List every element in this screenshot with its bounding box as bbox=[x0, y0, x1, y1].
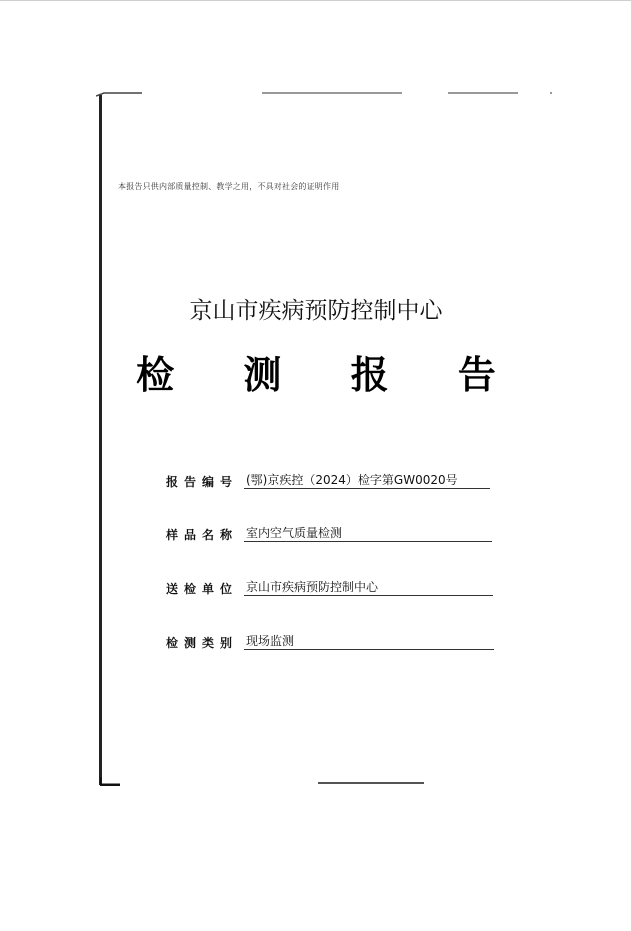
field-underline bbox=[244, 649, 494, 650]
bottom-scan-line bbox=[318, 782, 424, 784]
field-underline bbox=[244, 541, 492, 542]
corner-mark-top-left bbox=[96, 92, 142, 97]
top-scan-line bbox=[262, 92, 402, 94]
corner-mark-bottom-left bbox=[100, 777, 120, 786]
field-value: (鄂)京疾控（2024）检字第GW0020号 bbox=[246, 473, 458, 487]
top-scan-line bbox=[448, 92, 518, 94]
page-edge-top bbox=[0, 0, 632, 1]
field-value: 室内空气质量检测 bbox=[246, 526, 343, 540]
field-label: 检测类别 bbox=[166, 636, 239, 650]
field-label: 报告编号 bbox=[166, 475, 239, 489]
field-label: 样品名称 bbox=[166, 528, 239, 542]
field-value: 现场监测 bbox=[246, 634, 295, 648]
organization-label: 京山市疾病预防控制中心 bbox=[189, 298, 443, 324]
left-binding-line bbox=[99, 95, 102, 785]
field-underline bbox=[244, 488, 490, 489]
disclaimer-text: 本报告只供内部质量控制、教学之用，不具对社会的证明作用 bbox=[118, 182, 340, 191]
report-title bbox=[0, 344, 632, 399]
report-title-text: 检 测 报 告 bbox=[136, 353, 524, 397]
organization-name bbox=[0, 292, 632, 325]
field-value: 京山市疾病预防控制中心 bbox=[246, 580, 379, 594]
field-label: 送检单位 bbox=[166, 582, 239, 596]
scan-speck bbox=[550, 92, 552, 94]
field-underline bbox=[244, 595, 493, 596]
